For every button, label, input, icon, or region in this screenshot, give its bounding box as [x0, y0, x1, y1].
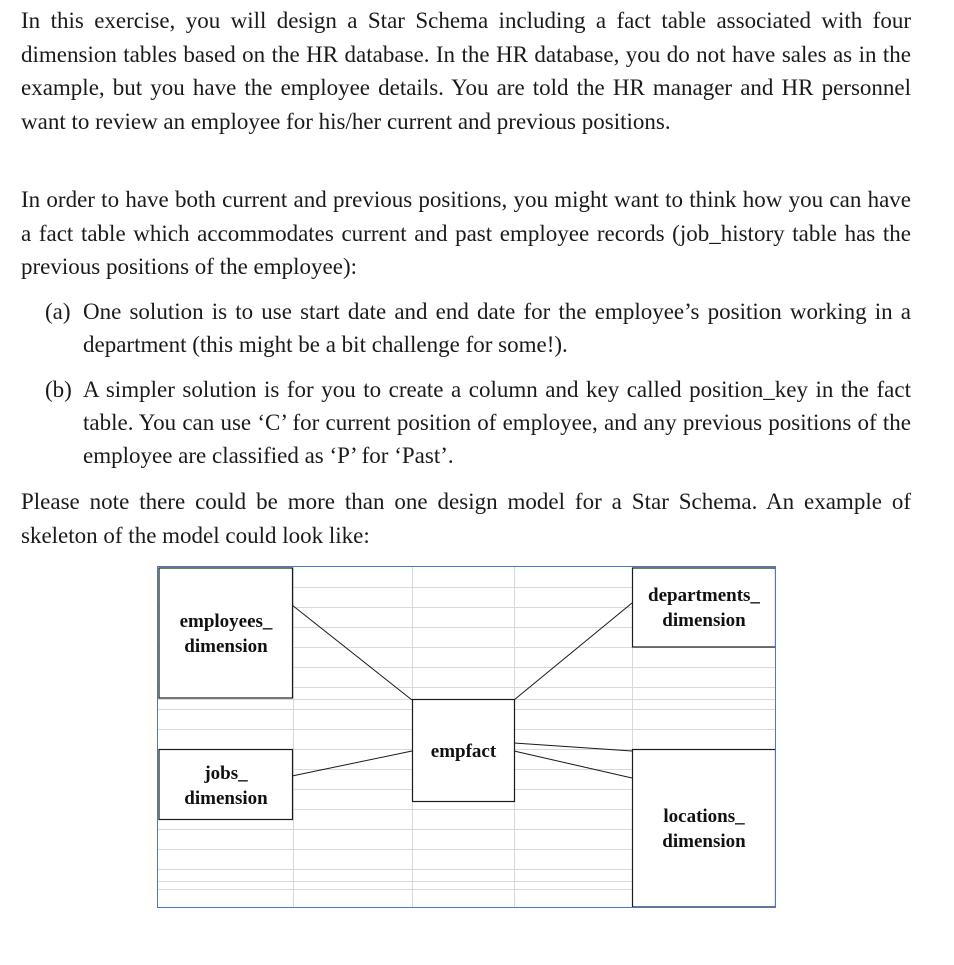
empfact-label-line1: empfact	[430, 741, 497, 762]
employees-dimension-label	[159, 609, 293, 659]
option-a	[45, 295, 911, 361]
employees-label-line1: employees_	[179, 611, 273, 632]
locations-label-line2: dimension	[662, 831, 746, 852]
option-a-marker: (a)	[45, 299, 71, 324]
option-b-marker: (b)	[45, 377, 72, 402]
star-schema-diagram	[157, 566, 776, 908]
option-a-text: One solution is to use start date and end date for the employee’s position working in a department (this might be a bit challenge for some!).	[83, 299, 911, 357]
option-b	[45, 373, 911, 472]
intro-paragraph: In this exercise, you will design a Star Schema including a fact table associated with four dimension tables based on the HR database. In the HR database, you do not have sales as in the example, but you have the employee details. You are told the HR manager and HR personnel want to review an employee for his/her current and previous positions.	[21, 8, 911, 134]
departments-dimension-label	[632, 583, 776, 633]
employees-connector	[292, 605, 412, 700]
current-previous-paragraph: In order to have both current and previous positions, you might want to think how you can have a fact table which accommodates current and past employee records (job_history table has the previous positions of the employee):	[21, 187, 911, 279]
jobs-label-line1: jobs_	[204, 763, 248, 784]
jobs-connector	[292, 751, 412, 776]
departments-connector	[514, 603, 632, 700]
jobs-label-line2: dimension	[184, 788, 268, 809]
locations-connector-lower	[514, 751, 632, 778]
locations-label-line1: locations_	[663, 806, 745, 827]
note-paragraph: Please note there could be more than one design model for a Star Schema. An example of skeleton of the model could look like:	[21, 489, 911, 548]
locations-dimension-label	[632, 804, 776, 854]
empfact-label	[412, 739, 515, 764]
employees-label-line2: dimension	[184, 636, 268, 657]
jobs-dimension-label	[159, 761, 293, 811]
departments-label-line2: dimension	[662, 610, 746, 631]
departments-label-line1: departments_	[648, 585, 760, 606]
option-b-text: A simpler solution is for you to create a column and key called position_key in the fact table. You can use ‘C’ for current position of employee, and any previous positions of the employee are classified as ‘P’ for ‘Past’.	[83, 377, 911, 468]
